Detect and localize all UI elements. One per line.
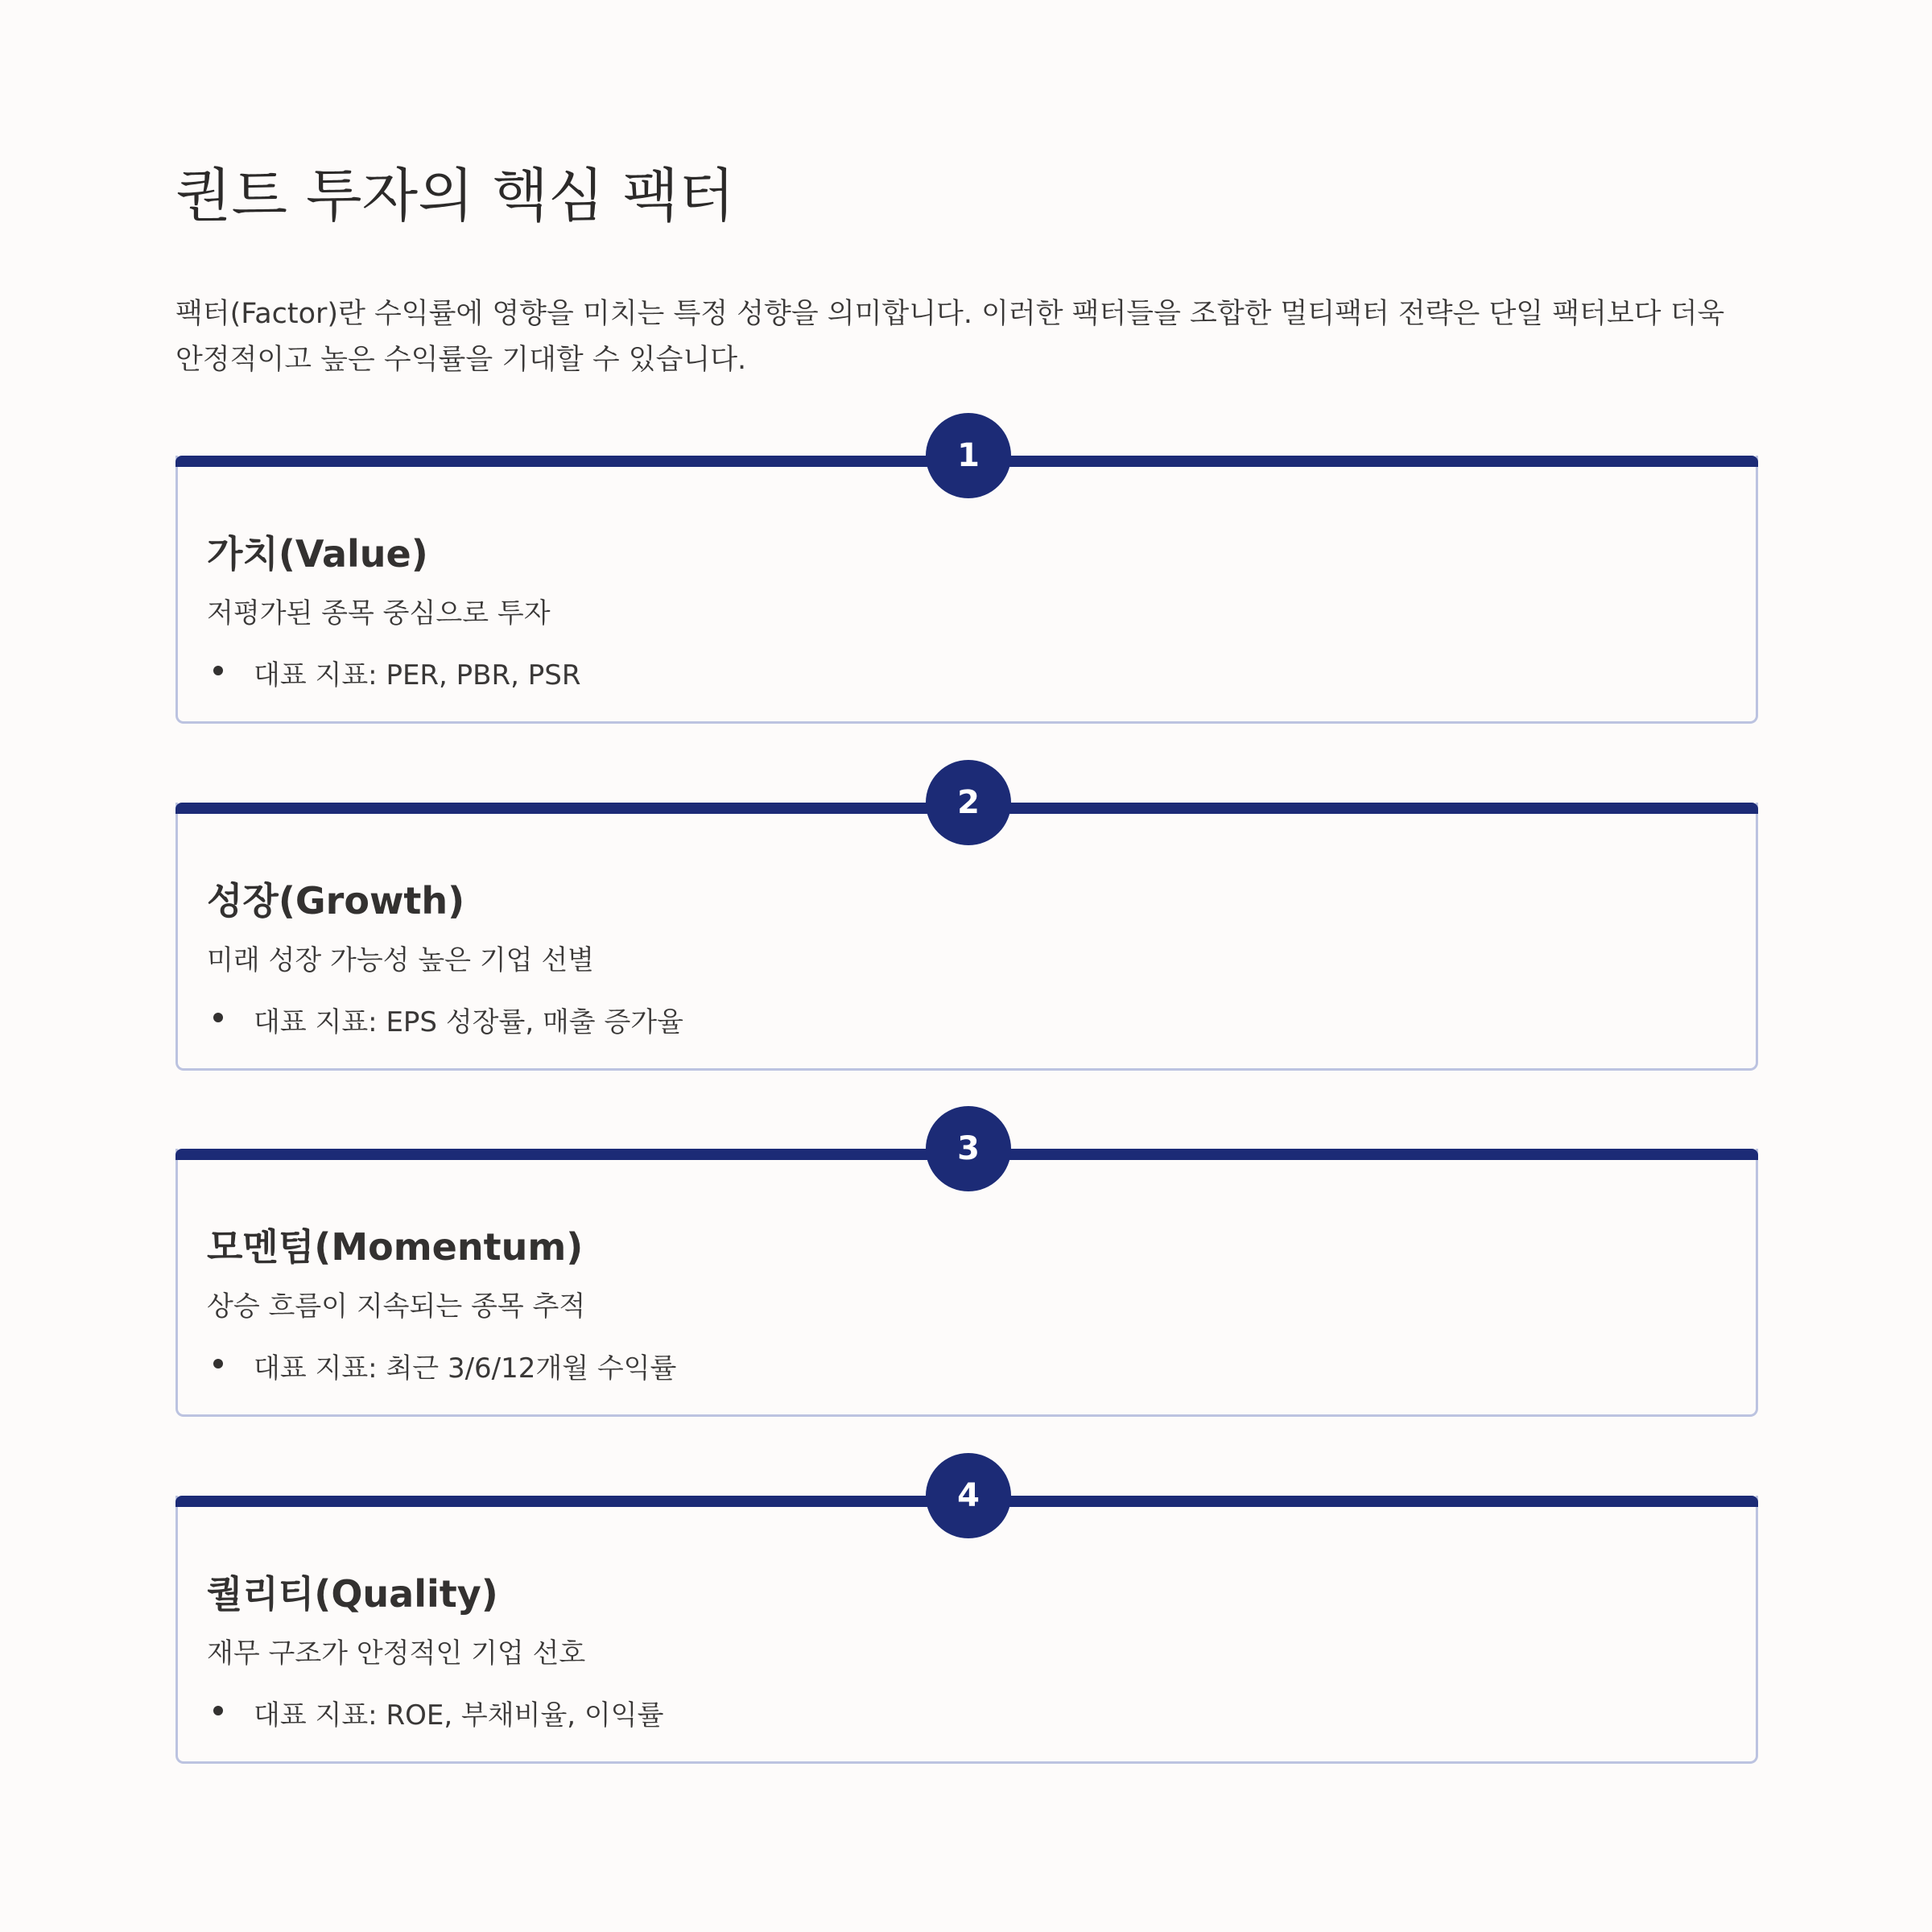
factor-title: 가치(Value)	[207, 532, 428, 576]
step-number-badge: 2	[926, 760, 1011, 845]
indicator-list	[207, 653, 580, 692]
indicator-text: 대표 지표: EPS 성장률, 매출 증가율	[254, 1006, 683, 1038]
bullet-icon	[213, 1013, 223, 1022]
factor-description: 저평가된 종목 중심으로 투자	[207, 597, 551, 630]
bullet-icon	[213, 1706, 223, 1715]
indicator-list	[207, 1346, 676, 1385]
factor-description: 상승 흐름이 지속되는 종목 추적	[207, 1290, 586, 1323]
bullet-icon	[213, 666, 223, 675]
page-title: 퀀트 투자의 핵심 팩터	[175, 162, 735, 229]
indicator-text: 대표 지표: PER, PBR, PSR	[254, 659, 581, 691]
list-item	[207, 653, 580, 692]
factor-title: 모멘텀(Momentum)	[207, 1225, 584, 1269]
factor-card-value	[175, 437, 1758, 724]
factor-title: 성장(Growth)	[207, 879, 465, 923]
list-item	[207, 1693, 663, 1732]
step-number-badge: 4	[926, 1453, 1011, 1538]
factor-card-growth	[175, 784, 1758, 1071]
factor-title: 퀄리티(Quality)	[207, 1572, 498, 1616]
step-number-badge: 3	[926, 1106, 1011, 1191]
indicator-text: 대표 지표: ROE, 부채비율, 이익률	[254, 1699, 664, 1732]
bullet-icon	[213, 1359, 223, 1368]
list-item	[207, 1346, 676, 1385]
factor-card-momentum	[175, 1130, 1758, 1417]
indicator-text: 대표 지표: 최근 3/6/12개월 수익률	[254, 1352, 677, 1385]
indicator-list	[207, 1000, 683, 1039]
factor-card-quality	[175, 1477, 1758, 1764]
list-item	[207, 1000, 683, 1039]
intro-paragraph: 팩터(Factor)란 수익률에 영향을 미치는 특정 성향을 의미합니다. 이러한 팩터들을 조합한 멀티팩터 전략은 단일 팩터보다 더욱 안정적이고 높은 수익률을 기대할 수 있습니다.	[175, 298, 1725, 376]
step-number-badge: 1	[926, 413, 1011, 498]
indicator-list	[207, 1693, 663, 1732]
factor-description: 재무 구조가 안정적인 기업 선호	[207, 1637, 586, 1670]
factor-description: 미래 성장 가능성 높은 기업 선별	[207, 944, 595, 976]
